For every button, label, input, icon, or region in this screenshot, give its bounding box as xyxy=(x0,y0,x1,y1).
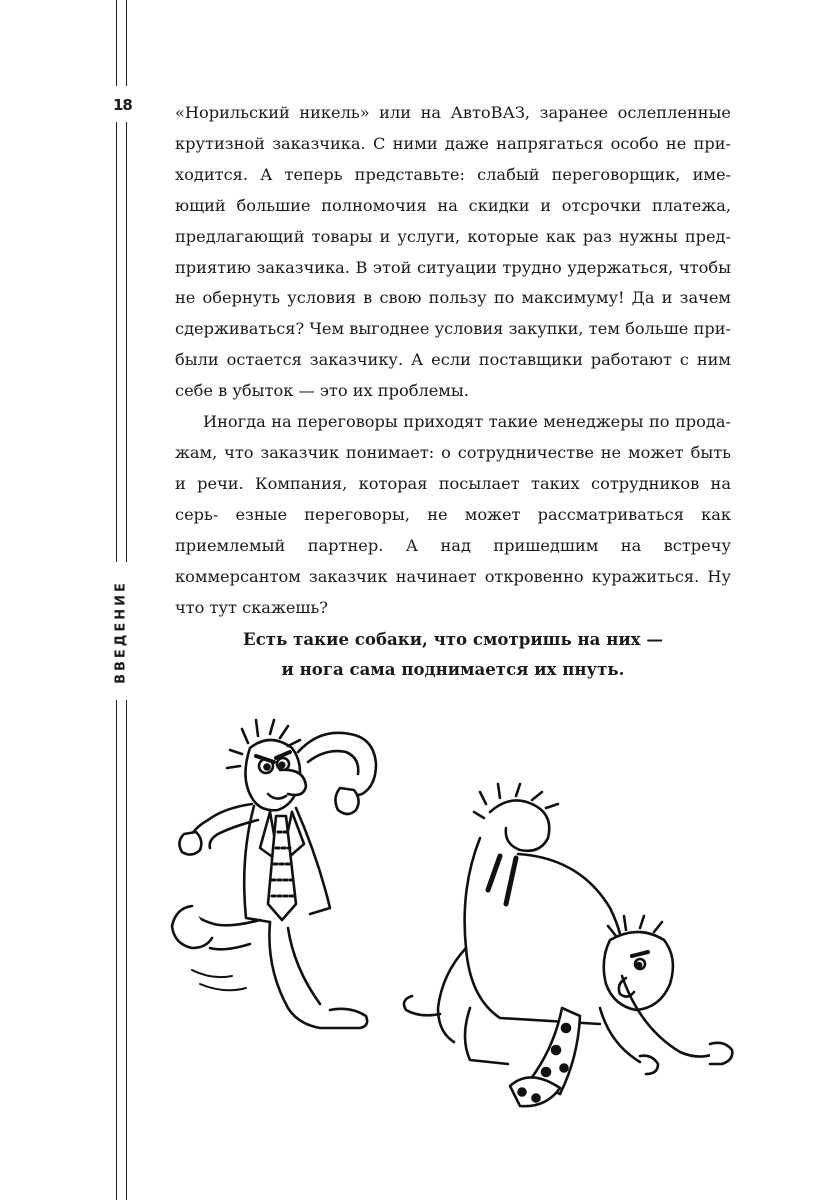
line: приятию заказчика. В этой ситуации трудно удержаться, чтобы xyxy=(175,257,731,277)
line: были остается заказчику. А если поставщики работают с ним xyxy=(175,350,731,370)
line: не обернуть условия в свою пользу по максимуму! Да и зачем xyxy=(175,288,731,308)
line: сдерживаться? Чем выгоднее условия закупки, тем больше при- xyxy=(175,319,731,339)
epigraph-line-2: и нога сама поднимается их пнуть. xyxy=(281,659,625,679)
margin-rule-middle xyxy=(116,122,127,562)
epigraph xyxy=(175,624,731,684)
line: жам, что заказчик понимает: о сотрудничестве не может быть xyxy=(175,442,731,462)
epigraph-line-1: Есть такие собаки, что смотришь на них — xyxy=(243,629,663,649)
line: партнер. А над пришедшим на встречу коммерсантом заказчик xyxy=(175,535,731,586)
line: себе в убыток — это их проблемы. xyxy=(175,381,469,401)
kicking-man xyxy=(172,720,376,1028)
line: «Норильский никель» или на АвтоВАЗ, заранее ослепленные xyxy=(175,103,731,122)
crouching-man xyxy=(404,784,732,1106)
body-text xyxy=(175,98,731,623)
line: ходится. А теперь представьте: слабый переговорщик, име- xyxy=(175,164,731,184)
paragraph-1 xyxy=(175,98,731,407)
line: езные переговоры, не может рассматриваться как приемлемый xyxy=(175,504,731,555)
section-label: ВВЕДЕНИЕ xyxy=(113,580,129,684)
line: крутизной заказчика. С ними даже напрягаться особо не при- xyxy=(175,133,731,153)
line: предлагающий товары и услуги, которые как раз нужны пред- xyxy=(175,226,731,246)
paragraph-2 xyxy=(175,407,731,623)
cartoon-illustration xyxy=(170,708,770,1118)
page-number: 18 xyxy=(113,96,132,114)
margin-rule-top xyxy=(116,0,127,86)
line: начинает откровенно куражиться. Ну что тут скажешь? xyxy=(175,566,731,617)
line: ющий большие полномочия на скидки и отсрочки платежа, xyxy=(175,195,731,215)
line: и речи. Компания, которая посылает таких сотрудников на серь- xyxy=(175,473,731,524)
margin-rule-bottom xyxy=(116,700,127,1200)
line: Иногда на переговоры приходят такие менеджеры по прода- xyxy=(203,412,731,432)
